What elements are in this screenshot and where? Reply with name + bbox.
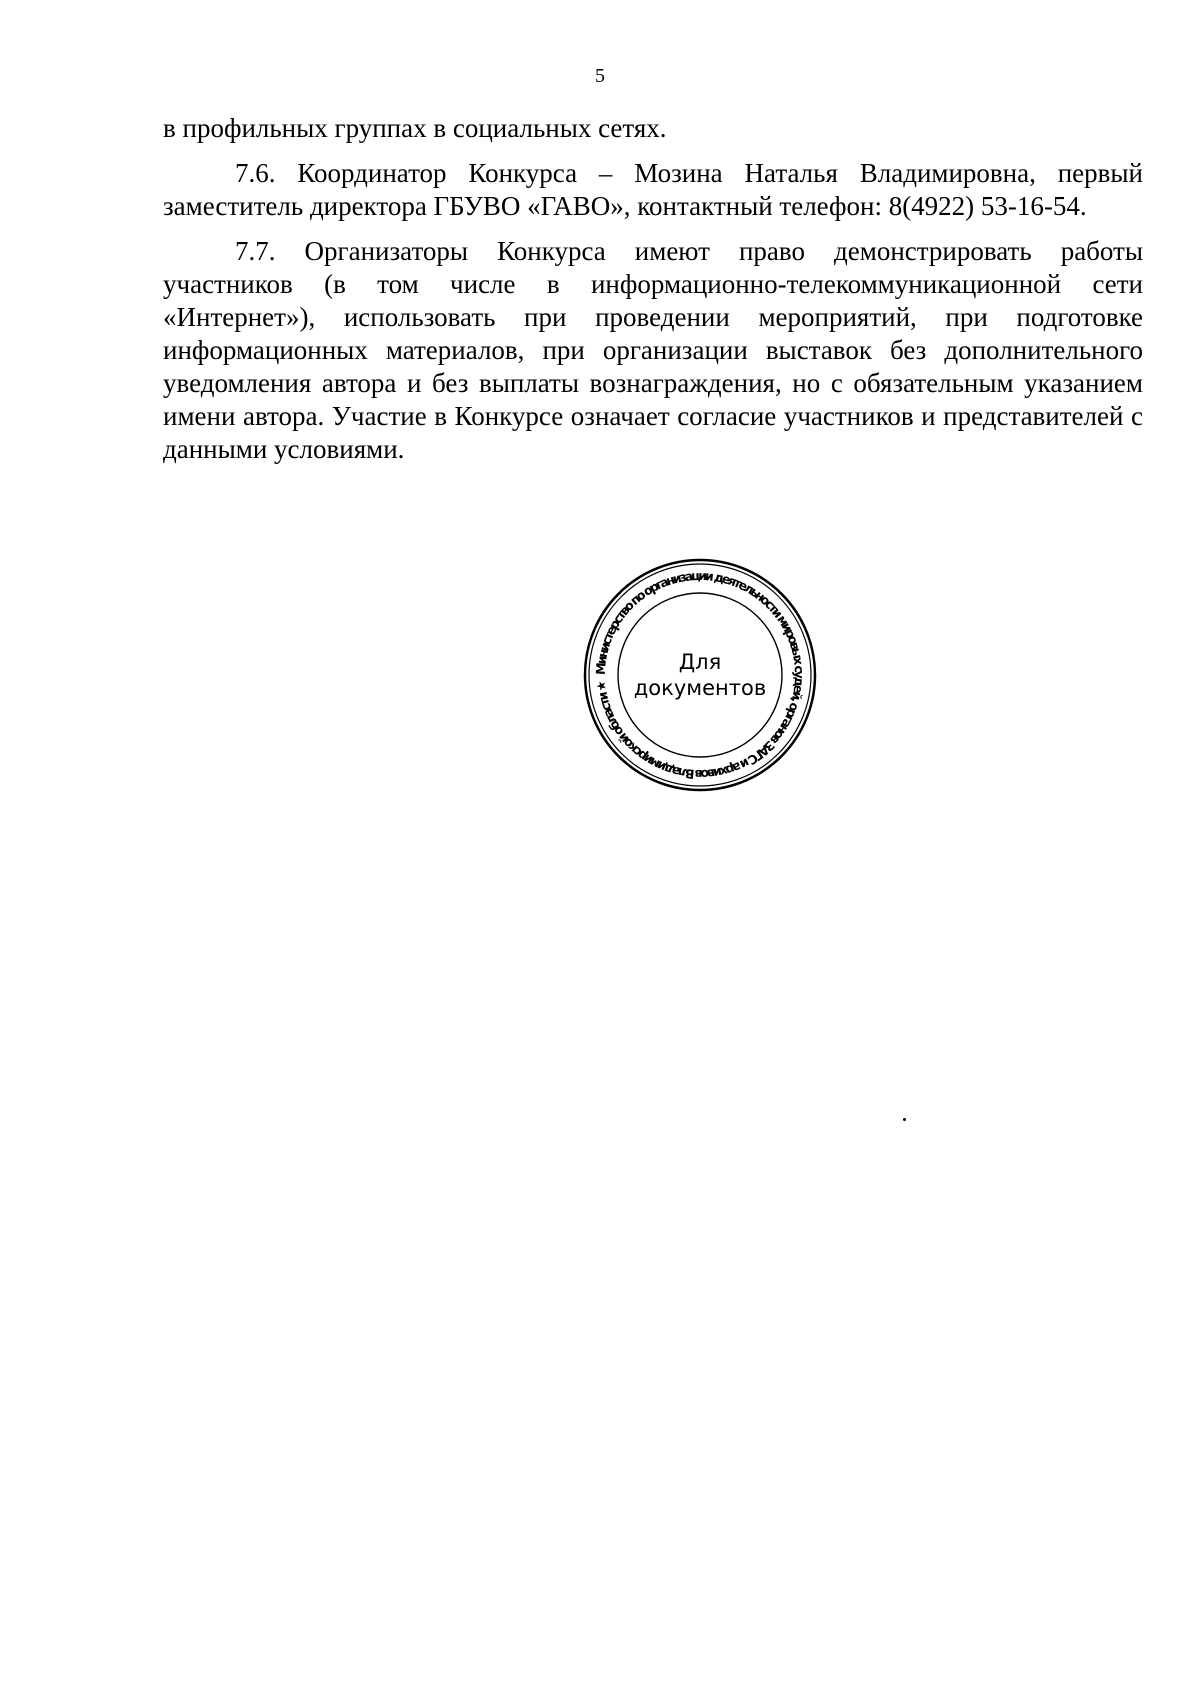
paragraph-continuation: в профильных группах в социальных сетях.: [163, 113, 667, 143]
page-number: 5: [595, 65, 605, 87]
stray-dot: [903, 1118, 906, 1121]
document-body: [163, 112, 1143, 466]
stamp-center-text: [580, 555, 820, 795]
stamp-center-line-2: документов: [633, 676, 767, 700]
paragraph-7-6: 7.6. Координатор Конкурса – Мозина Наталья Владимировна, первый заместитель директора ГБУВО «ГАВО», контактный телефон: 8(4922) 53-16-54.: [163, 158, 1143, 221]
paragraph-7-7: 7.7. Организаторы Конкурса имеют право демонстрировать работы участников (в том числе в информационно-телекоммуникационной сети «Интернет»), использовать при проведении мероприятий, при подготовке информационных материалов, при организации выставок без дополнительного уведомления автора и без выплаты вознаграждения, но с обязательным указанием имени автора. Участие в Конкурсе означает согласие участников и представителей с данными условиями.: [163, 236, 1143, 464]
stamp-center-line-1: Для: [678, 650, 722, 674]
stamp-ring-textpath: Министерство по организации деятельности мировых судей, органов ЗАГС и архивов Владимирской области ★: [592, 567, 808, 783]
official-stamp: [580, 555, 820, 795]
